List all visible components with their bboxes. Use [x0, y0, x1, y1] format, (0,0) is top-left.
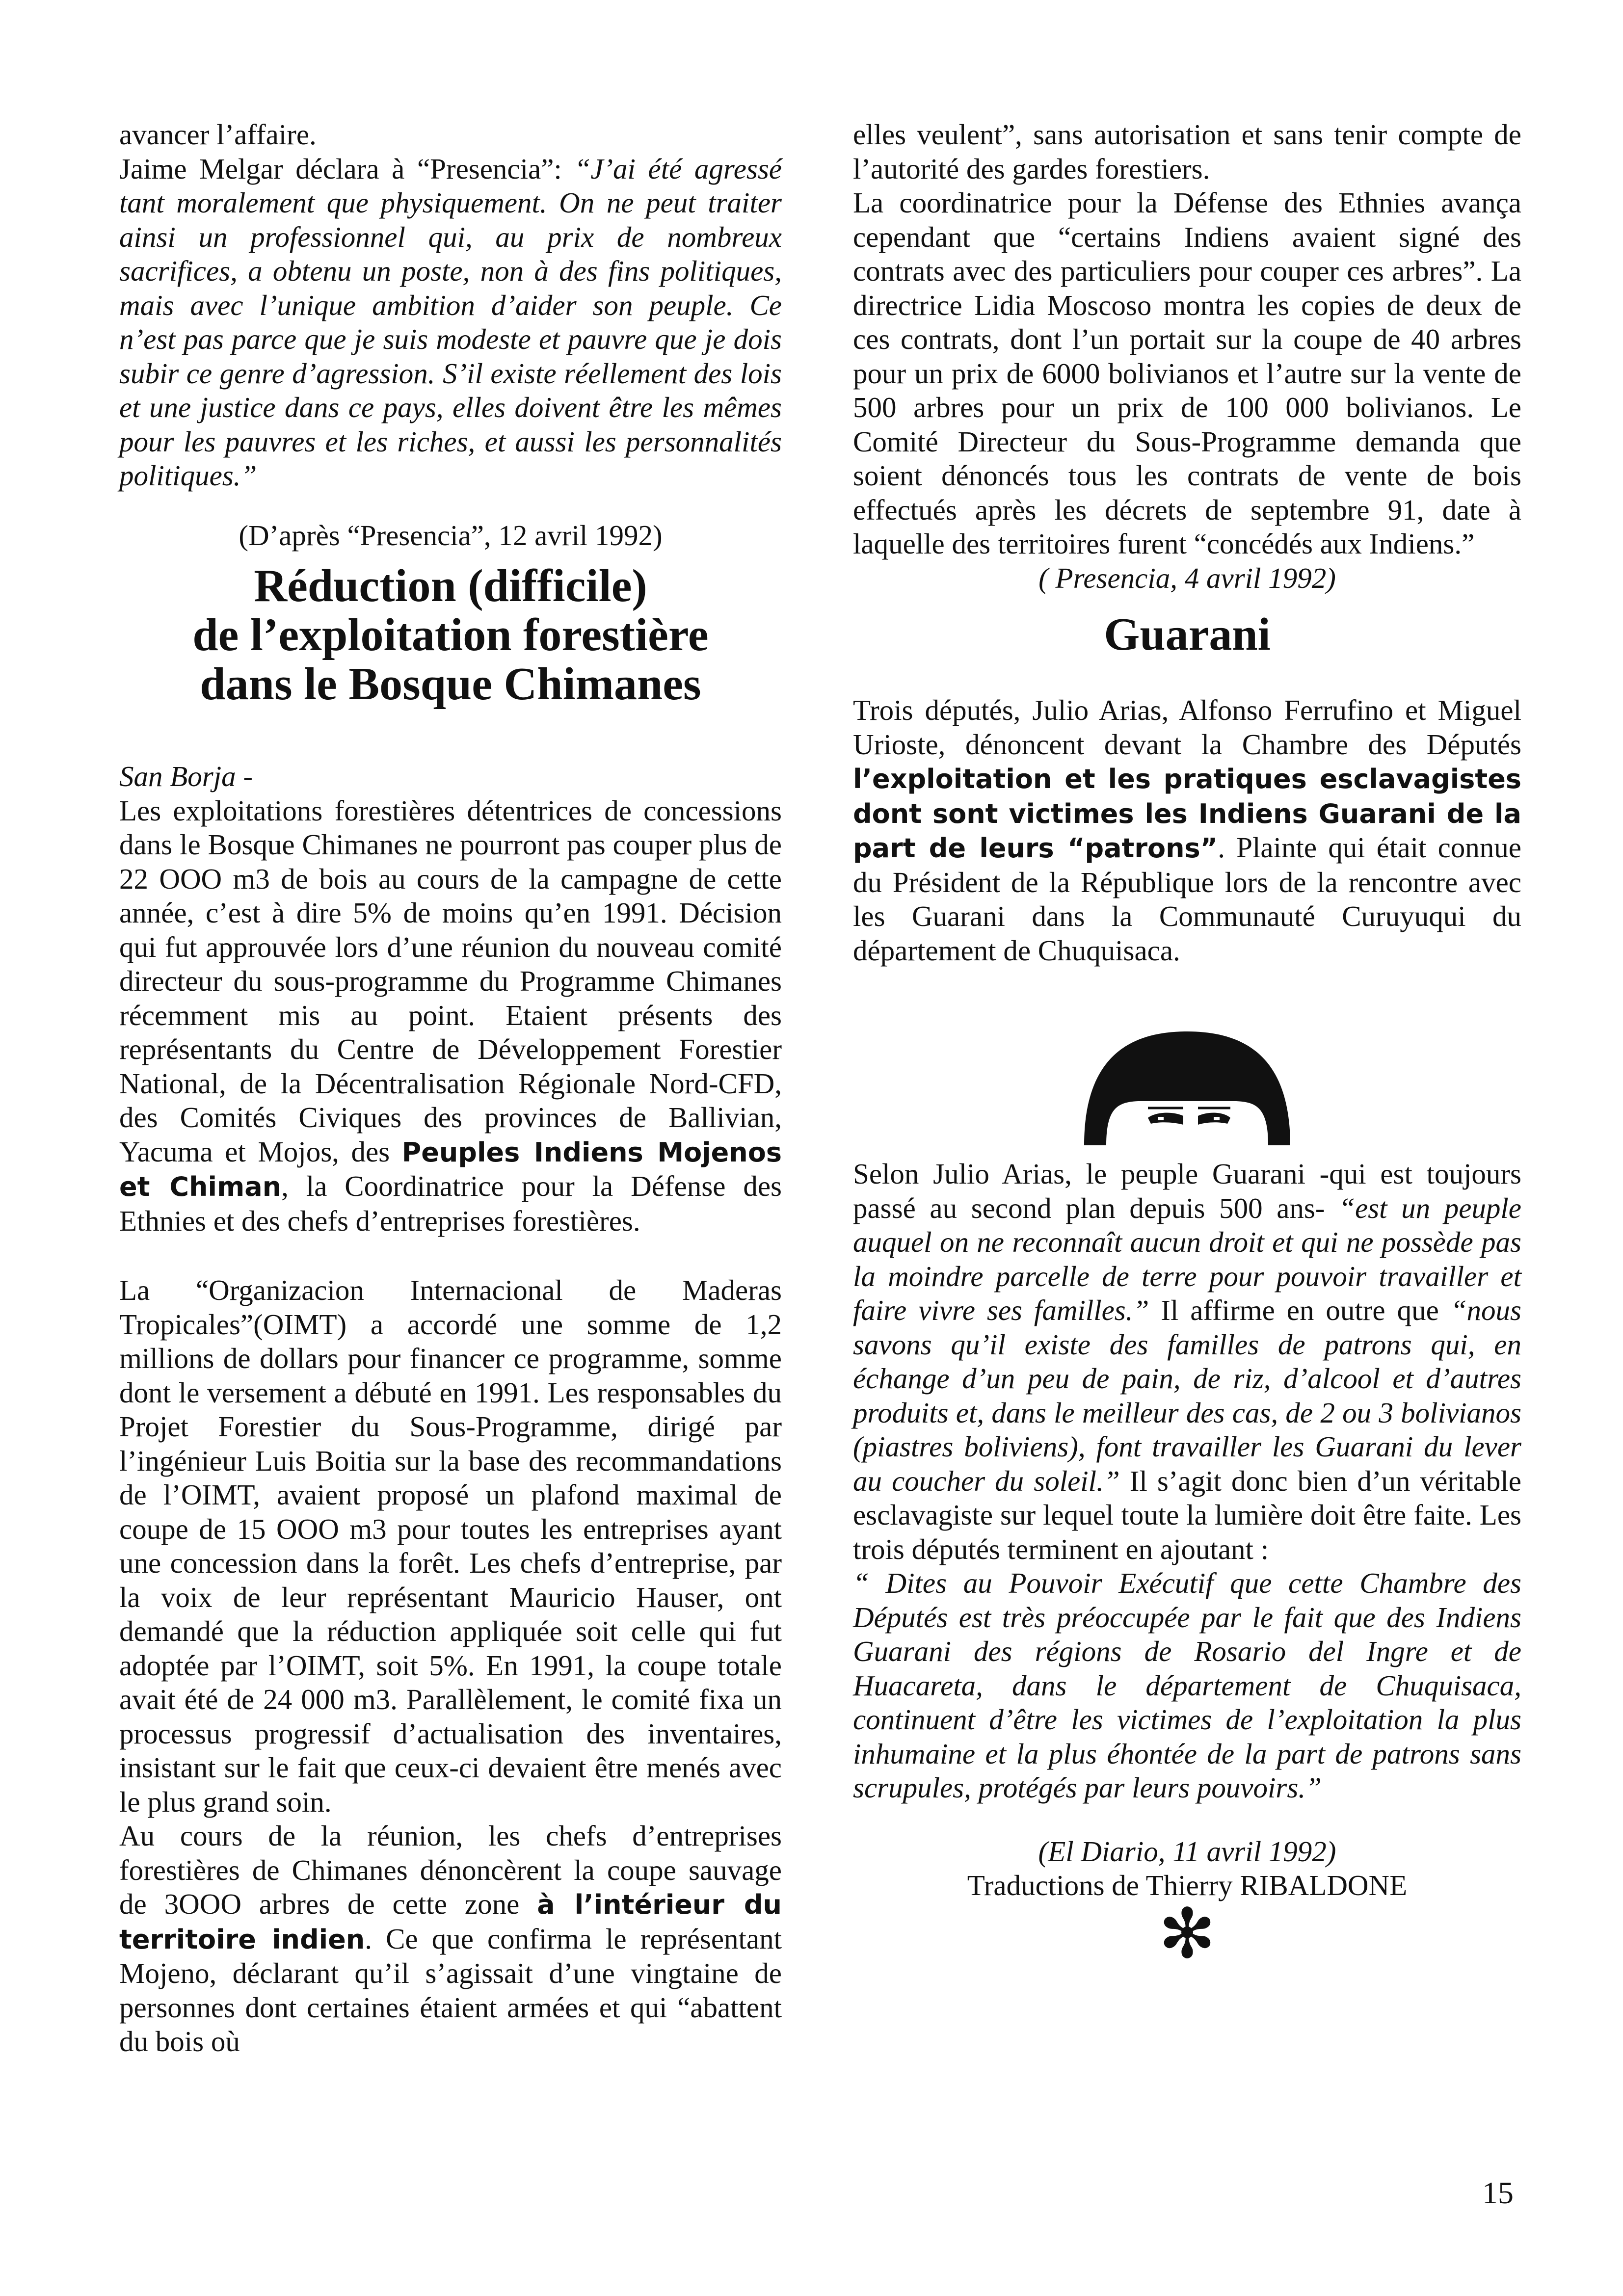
- quote-arias-2: “nous savons qu’il existe des familles de patrons qui, en échange d’un peu de pain, de riz, d’alcool et d’autres produits et, dans le meilleur des cas, de 2 ou 3 bolivianos (piastres boliviens), font travailler les Guarani du lever au coucher du soleil.”: [853, 1294, 1521, 1497]
- title-line: Réduction (difficile): [254, 560, 647, 611]
- continuation-paragraph: elles veulent”, sans autorisation et sans tenir compte de l’autorité des gardes forestiers.: [853, 118, 1521, 185]
- translator-credit: Traductions de Thierry RIBALDONE: [967, 1869, 1408, 1901]
- bold-territoire-indien: à l’intérieur du territoire indien: [119, 1889, 782, 1955]
- title-line: de l’exploitation forestière: [192, 609, 709, 660]
- intro-quote-paragraph: [119, 152, 782, 493]
- text-run: Selon Julio Arias, le peuple Guarani -qui est toujours passé au second plan depuis 500 ans-: [853, 1158, 1521, 1224]
- bold-exploitation: l’exploitation et les pratiques esclavagistes dont sont victimes les Indiens Guarani de la part de leurs “patrons”: [853, 764, 1521, 864]
- text-run: , la Coordinatrice pour la Défense des Ethnies et des chefs d’entreprises forestières.: [119, 1170, 782, 1237]
- quote-arias-1: “est un peuple auquel on ne reconnaît aucun droit et qui ne possède pas la moindre parcelle de terre pour pouvoir travailler et faire vivre ses familles.”: [853, 1191, 1521, 1326]
- text-run: . Ce que confirma le représentant Mojeno, déclarant qu’il s’agissait d’une vingtaine de personnes dont certaines étaient armées et qui “abattent du bois où: [119, 1922, 782, 2058]
- bold-peuples-indiens: Peuples Indiens Mojenos et Chiman: [119, 1136, 782, 1202]
- right-eye-highlight: [1214, 1117, 1220, 1120]
- text-run: Il affirme en outre que: [1149, 1294, 1451, 1326]
- page-number: 15: [1482, 2175, 1514, 2210]
- article-paragraph-3: [119, 1819, 782, 2059]
- indian-face-illustration: [853, 1029, 1521, 1146]
- article-paragraph-1: [119, 794, 782, 1239]
- left-column: [119, 118, 782, 2059]
- text-run: . Plainte qui était connue du Président de la République lors de la rencontre avec les Guarani dans la Communauté Curuyuqui du département de Chuquisaca.: [853, 831, 1521, 967]
- hair-shape: [1084, 1031, 1290, 1145]
- coordinatrice-paragraph: La coordinatrice pour la Défense des Ethnies avança cependant que “certains Indiens avaient signé des contrats avec des particuliers pour couper ces arbres”. La directrice Lidia Moscoso montra les copies de deux de ces contrats, dont l’un portait sur la coupe de 40 arbres pour un prix de 6000 bolivianos et l’autre sur la vente de 500 arbres pour un prix de 100 000 bolivianos. Le Comité Directeur du Sous-Programme demanda que soient dénoncés tous les contrats de vente de bois effectués après les décrets de septembre 91, date à laquelle des territoires furent “concédés aux Indiens.”: [853, 186, 1521, 560]
- text-run: Au cours de la réunion, les chefs d’entreprises forestières de Chimanes dénoncèrent la coupe sauvage de 3OOO arbres de cette zone: [119, 1820, 782, 1920]
- text-run: Il s’agit donc bien d’un véritable esclavagiste sur lequel toute la lumière doit être faite. Les trois députés terminent en ajoutant :: [853, 1464, 1521, 1565]
- speaker-line: Jaime Melgar déclara à “Presencia”:: [119, 152, 575, 185]
- guarani-title: Guarani: [1104, 609, 1271, 660]
- article-paragraph-2: La “Organizacion Internacional de Maderas Tropicales”(OIMT) a accordé une somme de 1,2 millions de dollars pour financer ce programme, somme dont le versement a débuté en 1991. Les responsables du Projet Forestier du Sous-Programme, dirigé par l’ingénieur Luis Boitia sur la base des recommandations de l’OIMT, avaient proposé un plafond maximal de coupe de 15 OOO m3 pour toutes les entreprises ayant une concession dans la forêt. Les chefs d’entreprise, par la voix de leur représentant Mauricio Hauser, ont demandé que la réduction appliquée soit celle qui fut adoptée par l’OIMT, soit 5%. En 1991, la coupe totale avait été de 24 000 m3. Parallèlement, le comité fixa un processus progressif d’actualisation des inventaires, insistant sur le fait que ceux-ci devaient être menés avec le plus grand soin.: [119, 1274, 782, 1818]
- asterisk-ornament-icon: ✻: [1158, 1894, 1216, 1974]
- source-presencia-12-avril: (D’après “Presencia”, 12 avril 1992): [239, 519, 663, 552]
- guarani-paragraph-2: [853, 1157, 1521, 1566]
- left-eye: [1148, 1113, 1183, 1125]
- melgar-quote: “J’ai été agressé tant moralement que physiquement. On ne peut traiter ainsi un professionnel qui, au prix de nombreux sacrifices, a obtenu un poste, non à des fins politiques, mais avec l’unique ambition d’aider son peuple. Ce n’est pas parce que je suis modeste et pauvre que je dois subir ce genre d’agression. S’il existe réellement des lois et une justice dans ce pays, elles doivent être les mêmes pour les pauvres et les riches, et aussi les personnalités politiques.”: [119, 152, 782, 492]
- face-drawing: [1074, 1029, 1300, 1146]
- source-el-diario: (El Diario, 11 avril 1992): [1038, 1835, 1336, 1868]
- text-run: Trois députés, Julio Arias, Alfonso Ferrufino et Miguel Urioste, dénoncent devant la Chambre des Députés: [853, 694, 1521, 761]
- text-run: Les exploitations forestières détentrices de concessions dans le Bosque Chimanes ne pourront pas couper plus de 22 OOO m3 de bois au cours de la campagne de cette année, c’est à dire 5% de moins qu’en 1991. Décision qui fut approuvée lors d’une réunion du nouveau comité directeur du sous-programme du Programme Chimanes récemment mis au point. Etaient présents des représentants du Centre de Développement Forestier National, de la Décentralisation Régionale Nord-CFD, des Comités Civiques des provinces de Ballivian, Yacuma et Mojos, des: [119, 794, 782, 1168]
- final-quote: “ Dites au Pouvoir Exécutif que cette Chambre des Députés est très préoccupée par le fait que des Indiens Guarani des régions de Rosario del Ingre et de Huacareta, dans le département de Chuquisaca, continuent d’être les victimes de l’exploitation la plus inhumaine et la plus éhontée de la part de patrons sans scrupules, protégés par leurs pouvoirs.”: [853, 1567, 1521, 1804]
- title-line: dans le Bosque Chimanes: [200, 659, 701, 710]
- source-presencia-4-avril: ( Presencia, 4 avril 1992): [1038, 561, 1336, 594]
- right-column: [853, 118, 1521, 1974]
- guarani-paragraph-1: [853, 693, 1521, 968]
- intro-lead-fragment: avancer l’affaire.: [119, 118, 317, 151]
- article-title: [119, 561, 782, 709]
- left-eye-highlight: [1158, 1117, 1164, 1120]
- dateline: San Borja -: [119, 760, 253, 792]
